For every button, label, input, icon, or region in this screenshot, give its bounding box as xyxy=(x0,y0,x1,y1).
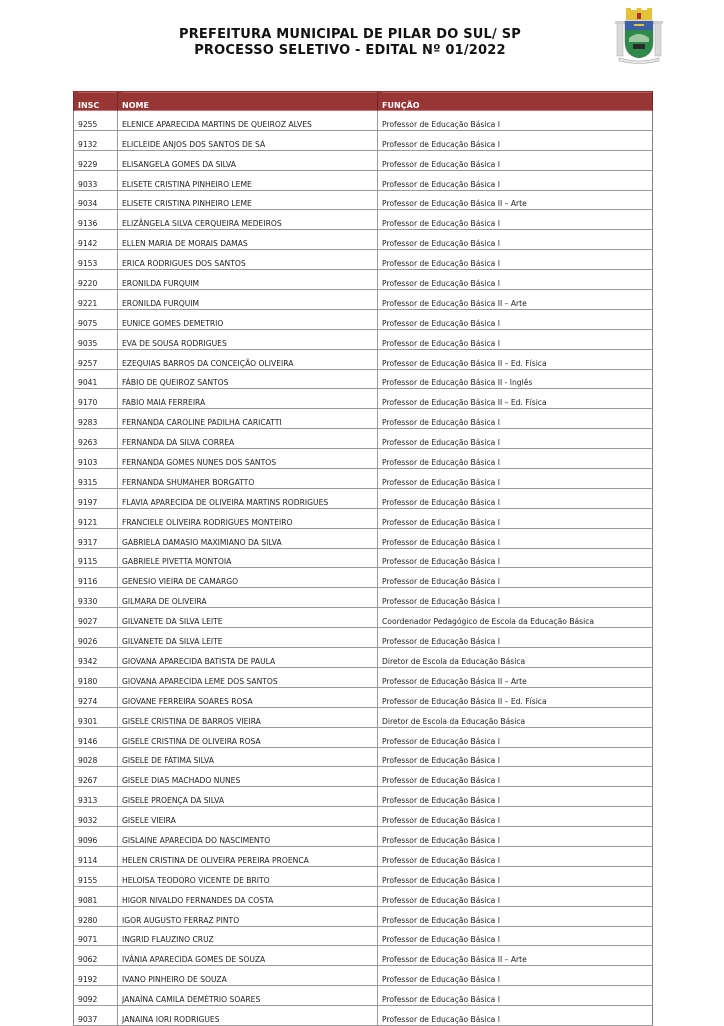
insc-cell: 9115 xyxy=(74,548,118,568)
table-row xyxy=(74,190,653,210)
insc-cell: 9027 xyxy=(74,608,118,628)
insc-cell: 9075 xyxy=(74,309,118,329)
name-cell: GABRIELE PIVETTA MONTOIA xyxy=(118,548,378,568)
insc-cell: 9121 xyxy=(74,508,118,528)
name-cell: GISELE DE FÁTIMA SILVA xyxy=(118,747,378,767)
document-subtitle: PROCESSO SELETIVO - EDITAL Nº 01/2022 xyxy=(194,43,506,58)
table-row xyxy=(74,807,653,827)
table-row xyxy=(74,548,653,568)
insc-cell: 9146 xyxy=(74,727,118,747)
name-cell: JANAÍNA CAMILA DEMÉTRIO SOARES xyxy=(118,986,378,1006)
name-cell: FLAVIA APARECIDA DE OLIVEIRA MARTINS RODRIGUES xyxy=(118,488,378,508)
table-row xyxy=(74,886,653,906)
table-row xyxy=(74,508,653,528)
insc-cell: 9283 xyxy=(74,409,118,429)
function-cell: Professor de Educação Básica I xyxy=(378,846,653,866)
insc-cell: 9315 xyxy=(74,469,118,489)
function-cell: Professor de Educação Básica I xyxy=(378,807,653,827)
insc-cell: 9192 xyxy=(74,966,118,986)
table-row xyxy=(74,130,653,150)
insc-cell: 9092 xyxy=(74,986,118,1006)
function-cell: Professor de Educação Básica I xyxy=(378,767,653,787)
table-row xyxy=(74,270,653,290)
function-cell: Professor de Educação Básica I xyxy=(378,111,653,130)
function-cell: Professor de Educação Básica I xyxy=(378,906,653,926)
name-cell: ELENICE APARECIDA MARTINS DE QUEIROZ ALVES xyxy=(118,111,378,130)
function-cell: Professor de Educação Básica I xyxy=(378,449,653,469)
table-row xyxy=(74,230,653,250)
function-cell: Professor de Educação Básica I xyxy=(378,568,653,588)
insc-cell: 9342 xyxy=(74,648,118,668)
insc-cell: 9267 xyxy=(74,767,118,787)
function-cell: Coordenador Pedagógico de Escola da Educação Básica xyxy=(378,608,653,628)
name-cell: GISELE CRISTINA DE OLIVEIRA ROSA xyxy=(118,727,378,747)
function-cell: Professor de Educação Básica I xyxy=(378,727,653,747)
function-cell: Professor de Educação Básica II – Arte xyxy=(378,667,653,687)
function-cell: Professor de Educação Básica I xyxy=(378,469,653,489)
name-cell: IGOR AUGUSTO FERRAZ PINTO xyxy=(118,906,378,926)
insc-cell: 9170 xyxy=(74,389,118,409)
insc-cell: 9317 xyxy=(74,528,118,548)
function-cell: Professor de Educação Básica I xyxy=(378,329,653,349)
name-cell: ELISETE CRISTINA PINHEIRO LEME xyxy=(118,190,378,210)
table-row xyxy=(74,866,653,886)
name-cell: IVÂNIA APARECIDA GOMES DE SOUZA xyxy=(118,946,378,966)
function-cell: Professor de Educação Básica I xyxy=(378,588,653,608)
insc-cell: 9114 xyxy=(74,846,118,866)
column-header-funcao: FUNÇÃO xyxy=(378,91,653,111)
name-cell: ELIZÂNGELA SILVA CERQUEIRA MEDEIROS xyxy=(118,210,378,230)
table-row xyxy=(74,628,653,648)
name-cell: FÁBIO DE QUEIROZ SANTOS xyxy=(118,369,378,389)
table-row xyxy=(74,111,653,130)
name-cell: FABIO MAIA FERREIRA xyxy=(118,389,378,409)
name-cell: FERNANDA SHUMAHER BORGATTO xyxy=(118,469,378,489)
table-row xyxy=(74,986,653,1006)
name-cell: GISELE VIEIRA xyxy=(118,807,378,827)
table-row xyxy=(74,648,653,668)
table-row xyxy=(74,528,653,548)
function-cell: Professor de Educação Básica I xyxy=(378,130,653,150)
function-cell: Professor de Educação Básica I xyxy=(378,270,653,290)
insc-cell: 9034 xyxy=(74,190,118,210)
function-cell: Professor de Educação Básica I xyxy=(378,488,653,508)
function-cell: Diretor de Escola da Educação Básica xyxy=(378,648,653,668)
table-row xyxy=(74,389,653,409)
table-row xyxy=(74,409,653,429)
table-row xyxy=(74,966,653,986)
insc-cell: 9026 xyxy=(74,628,118,648)
function-cell: Professor de Educação Básica I xyxy=(378,409,653,429)
insc-cell: 9142 xyxy=(74,230,118,250)
function-cell: Professor de Educação Básica II – Arte xyxy=(378,290,653,310)
function-cell: Professor de Educação Básica I xyxy=(378,966,653,986)
table-row xyxy=(74,787,653,807)
table-row xyxy=(74,767,653,787)
insc-cell: 9313 xyxy=(74,787,118,807)
insc-cell: 9035 xyxy=(74,329,118,349)
name-cell: ELISANGELA GOMES DA SILVA xyxy=(118,150,378,170)
name-cell: EUNICE GOMES DEMETRIO xyxy=(118,309,378,329)
name-cell: GIOVANA APARECIDA BATISTA DE PAULA xyxy=(118,648,378,668)
function-cell: Professor de Educação Básica I xyxy=(378,986,653,1006)
table-row xyxy=(74,329,653,349)
name-cell: GENESIO VIEIRA DE CAMARGO xyxy=(118,568,378,588)
insc-cell: 9041 xyxy=(74,369,118,389)
name-cell: GILMARA DE OLIVEIRA xyxy=(118,588,378,608)
name-cell: GILVANETE DA SILVA LEITE xyxy=(118,628,378,648)
table-row xyxy=(74,707,653,727)
function-cell: Professor de Educação Básica II – Ed. Física xyxy=(378,389,653,409)
insc-cell: 9033 xyxy=(74,170,118,190)
name-cell: HIGOR NIVALDO FERNANDES DA COSTA xyxy=(118,886,378,906)
table-header-row xyxy=(74,91,653,111)
function-cell: Professor de Educação Básica II – Ed. Física xyxy=(378,349,653,369)
document-header xyxy=(0,0,724,80)
insc-cell: 9116 xyxy=(74,568,118,588)
insc-cell: 9229 xyxy=(74,150,118,170)
name-cell: GISELE PROENÇA DA SILVA xyxy=(118,787,378,807)
name-cell: EVA DE SOUSA RODRIGUES xyxy=(118,329,378,349)
insc-cell: 9197 xyxy=(74,488,118,508)
function-cell: Professor de Educação Básica I xyxy=(378,628,653,648)
table-row xyxy=(74,667,653,687)
function-cell: Professor de Educação Básica II - Inglês xyxy=(378,369,653,389)
name-cell: ERONILDA FURQUIM xyxy=(118,290,378,310)
table-row xyxy=(74,568,653,588)
name-cell: INGRID FLAUZINO CRUZ xyxy=(118,926,378,946)
function-cell: Diretor de Escola da Educação Básica xyxy=(378,707,653,727)
table-row xyxy=(74,150,653,170)
name-cell: GIOVANA APARECIDA LEME DOS SANTOS xyxy=(118,667,378,687)
table-row xyxy=(74,588,653,608)
name-cell: FRANCIELE OLIVEIRA RODRIGUES MONTEIRO xyxy=(118,508,378,528)
table-row xyxy=(74,608,653,628)
insc-cell: 9132 xyxy=(74,130,118,150)
table-row xyxy=(74,747,653,767)
insc-cell: 9180 xyxy=(74,667,118,687)
function-cell: Professor de Educação Básica I xyxy=(378,1006,653,1026)
table-row xyxy=(74,349,653,369)
name-cell: GISELE DIAS MACHADO NUNES xyxy=(118,767,378,787)
insc-cell: 9071 xyxy=(74,926,118,946)
table-row xyxy=(74,827,653,847)
function-cell: Professor de Educação Básica I xyxy=(378,528,653,548)
municipal-coat-of-arms-icon xyxy=(613,8,665,64)
name-cell: GABRIELA DAMASIO MAXIMIANO DA SILVA xyxy=(118,528,378,548)
name-cell: ERONILDA FURQUIM xyxy=(118,270,378,290)
function-cell: Professor de Educação Básica II – Arte xyxy=(378,946,653,966)
function-cell: Professor de Educação Básica I xyxy=(378,170,653,190)
function-cell: Professor de Educação Básica II – Arte xyxy=(378,190,653,210)
insc-cell: 9301 xyxy=(74,707,118,727)
function-cell: Professor de Educação Básica I xyxy=(378,827,653,847)
insc-cell: 9081 xyxy=(74,886,118,906)
name-cell: ELICLEIDE ANJOS DOS SANTOS DE SÁ xyxy=(118,130,378,150)
insc-cell: 9096 xyxy=(74,827,118,847)
table-row xyxy=(74,727,653,747)
insc-cell: 9032 xyxy=(74,807,118,827)
name-cell: GISLAINE APARECIDA DO NASCIMENTO xyxy=(118,827,378,847)
function-cell: Professor de Educação Básica II – Ed. Física xyxy=(378,687,653,707)
name-cell: GISELE CRISTINA DE BARROS VIEIRA xyxy=(118,707,378,727)
insc-cell: 9155 xyxy=(74,866,118,886)
name-cell: GIOVANE FERREIRA SOARES ROSA xyxy=(118,687,378,707)
function-cell: Professor de Educação Básica I xyxy=(378,926,653,946)
name-cell: FERNANDA GOMES NUNES DOS SANTOS xyxy=(118,449,378,469)
table-row xyxy=(74,1006,653,1026)
table-row xyxy=(74,429,653,449)
function-cell: Professor de Educação Básica I xyxy=(378,548,653,568)
function-cell: Professor de Educação Básica I xyxy=(378,309,653,329)
table-row xyxy=(74,170,653,190)
function-cell: Professor de Educação Básica I xyxy=(378,866,653,886)
insc-cell: 9136 xyxy=(74,210,118,230)
table-row xyxy=(74,926,653,946)
column-header-insc: INSC xyxy=(74,91,118,111)
name-cell: HELEN CRISTINA DE OLIVEIRA PEREIRA PROENCA xyxy=(118,846,378,866)
column-header-nome: NOME xyxy=(118,91,378,111)
insc-cell: 9153 xyxy=(74,250,118,270)
table-row xyxy=(74,946,653,966)
candidates-table xyxy=(73,91,653,1026)
insc-cell: 9062 xyxy=(74,946,118,966)
insc-cell: 9255 xyxy=(74,111,118,130)
table-row xyxy=(74,906,653,926)
insc-cell: 9330 xyxy=(74,588,118,608)
table-row xyxy=(74,449,653,469)
table-row xyxy=(74,290,653,310)
name-cell: JANAINA IORI RODRIGUES xyxy=(118,1006,378,1026)
name-cell: ELLEN MARIA DE MORAIS DAMAS xyxy=(118,230,378,250)
insc-cell: 9221 xyxy=(74,290,118,310)
function-cell: Professor de Educação Básica I xyxy=(378,230,653,250)
table-row xyxy=(74,250,653,270)
function-cell: Professor de Educação Básica I xyxy=(378,150,653,170)
table-row xyxy=(74,210,653,230)
insc-cell: 9274 xyxy=(74,687,118,707)
insc-cell: 9028 xyxy=(74,747,118,767)
function-cell: Professor de Educação Básica I xyxy=(378,886,653,906)
table-row xyxy=(74,846,653,866)
name-cell: FERNANDA CAROLINE PADILHA CARICATTI xyxy=(118,409,378,429)
function-cell: Professor de Educação Básica I xyxy=(378,429,653,449)
table-row xyxy=(74,488,653,508)
name-cell: HELOISA TEODORO VICENTE DE BRITO xyxy=(118,866,378,886)
function-cell: Professor de Educação Básica I xyxy=(378,747,653,767)
function-cell: Professor de Educação Básica I xyxy=(378,508,653,528)
table-row xyxy=(74,309,653,329)
function-cell: Professor de Educação Básica I xyxy=(378,250,653,270)
table-row xyxy=(74,469,653,489)
insc-cell: 9037 xyxy=(74,1006,118,1026)
function-cell: Professor de Educação Básica I xyxy=(378,210,653,230)
name-cell: EZEQUIAS BARROS DA CONCEIÇÃO OLIVEIRA xyxy=(118,349,378,369)
name-cell: ERICA RODRIGUES DOS SANTOS xyxy=(118,250,378,270)
insc-cell: 9280 xyxy=(74,906,118,926)
function-cell: Professor de Educação Básica I xyxy=(378,787,653,807)
table-row xyxy=(74,687,653,707)
insc-cell: 9220 xyxy=(74,270,118,290)
insc-cell: 9263 xyxy=(74,429,118,449)
name-cell: GILVANETE DA SILVA LEITE xyxy=(118,608,378,628)
insc-cell: 9257 xyxy=(74,349,118,369)
name-cell: IVANO PINHEIRO DE SOUZA xyxy=(118,966,378,986)
name-cell: ELISETE CRISTINA PINHEIRO LEME xyxy=(118,170,378,190)
insc-cell: 9103 xyxy=(74,449,118,469)
table-row xyxy=(74,369,653,389)
document-title: PREFEITURA MUNICIPAL DE PILAR DO SUL/ SP xyxy=(178,27,521,42)
name-cell: FERNANDA DA SILVA CORREA xyxy=(118,429,378,449)
